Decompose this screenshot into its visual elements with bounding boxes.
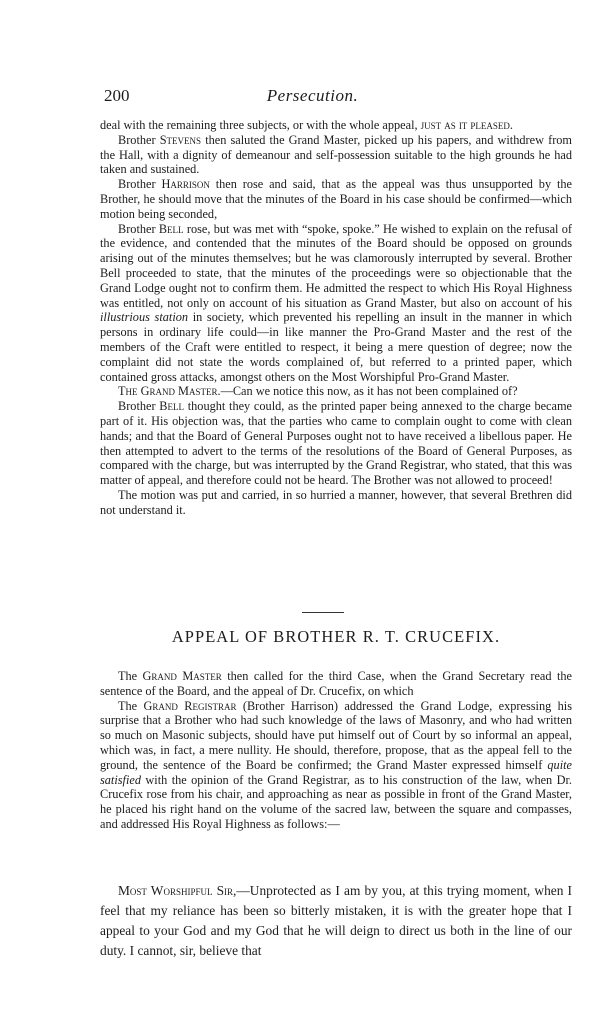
- text-run: Brother: [118, 221, 159, 236]
- text-run: then called for the third Case, when the Grand Secretary read the sentence of the Board, and the appeal of Dr. Crucefix, on which: [100, 669, 572, 698]
- section-title: APPEAL OF BROTHER R. T. CRUCEFIX.: [171, 627, 501, 646]
- body-text-speech: [100, 881, 572, 961]
- text-run: (Brother Harrison) addressed the Grand Lodge, expressing his surprise that a Brother who had such knowledge of the laws of Masonry, and who had written so much on Masonic subjects, should have put himself out of Court by so informal an appeal, which was, in fact, a mere nullity. He should, therefore, propose, that as the appeal fell to the ground, the sentence of the Board be confirmed; the Grand Master expressed himself: [100, 698, 572, 772]
- paragraph: [100, 118, 572, 133]
- paragraph: [100, 699, 572, 832]
- text-run: rose, but was met with “spoke, spoke.” He wished to explain on the refusal of the evidence, and contended that the minutes of the Board should be opposed on grounds arising out of the minutes themselves; but he was clamorously interrupted by several. Brother Bell proceeded to state, that the minutes of the proceedings were so objectionable that the Grand Lodge ought not to confirm them. He admitted the respect to which His Royal Highness was entitled, not only on account of his situation as Grand Master, but also on account of his: [100, 221, 572, 310]
- text-run: Brother: [118, 399, 160, 414]
- paragraph: [100, 133, 572, 177]
- paragraph: [100, 669, 572, 699]
- paragraph: [100, 488, 572, 518]
- small-caps-run: Grand Registrar: [143, 698, 237, 713]
- text-run: thought they could, as the printed paper being annexed to the charge became part of it. His objection was, that the parties who came to complain ought to come with clean hands; and that the Board of General Purposes ought not to have received a libellous paper. He then attempted to advert to the terms of the resolutions of the Board of General Purposes, as compared with the charge, but was interrupted by the Grand Registrar, who stated, that this was matter of appeal, and therefore could not be heard. The Brother was not allowed to proceed!: [100, 399, 572, 488]
- body-text-top: [100, 118, 572, 518]
- text-run: Brother: [118, 177, 162, 192]
- section-divider: [302, 612, 344, 613]
- italic-run: quite satisfied: [100, 757, 572, 787]
- text-run: The: [118, 698, 144, 713]
- text-run: Brother: [118, 132, 160, 147]
- text-run: then saluted the Grand Master, picked up his papers, and withdrew from the Hall, with a dignity of demeanour and self-possession suitable to the high grounds he had taken and sustained.: [100, 132, 572, 177]
- paragraph: [100, 399, 572, 488]
- page-number: 200: [104, 86, 130, 105]
- small-caps-run: Grand Master: [142, 669, 222, 683]
- text-run: The motion was put and carried, in so hurried a manner, however, that several Brethren did not understand it.: [100, 487, 572, 517]
- text-run: with the opinion of the Grand Registrar, as to his construction of the law, when Dr. Crucefix rose from his chair, and approaching as near as possible in front of the Grand Master, he placed his right hand on the volume of the sacred law, between the square and compasses, and addressed His Royal Highness as follows:—: [100, 772, 572, 831]
- small-caps-run: just as it pleased.: [420, 118, 513, 132]
- paragraph: [100, 222, 572, 385]
- italic-run: illustrious station: [100, 310, 189, 325]
- text-run: —Unprotected as I am by you, at this trying moment, when I feel that my reliance has been so bitterly mistaken, it is with the greater hope that I appeal to your God and my God that he will deign to direct us both in the line of our duty. I cannot, sir, believe that: [100, 883, 573, 958]
- small-caps-run: Bell: [159, 399, 184, 414]
- running-title: Persecution.: [266, 86, 359, 105]
- text-run: then rose and said, that as the appeal was thus unsupported by the Brother, he should move that the minutes of the Board in his case should be confirmed—which motion being seconded,: [100, 177, 572, 221]
- page-header: [100, 86, 525, 106]
- small-caps-run: Most Worshipful Sir,: [118, 883, 237, 898]
- small-caps-run: The Grand Master.: [118, 384, 221, 399]
- text-run: in society, which prevented his repelling an insult in the manner in which persons in ordinary life could—in like manner the Pro-Grand Master and the rest of the members of the Craft were entitled to respect, it being a mere question of degree; now the complaint did not state the words complained of, but referred to a printed paper, which contained gross attacks, amongst others on the Most Worshipful Pro-Grand Master.: [100, 310, 572, 384]
- paragraph: [100, 384, 572, 399]
- paragraph: [100, 177, 572, 221]
- text-run: —Can we notice this now, as it has not been complained of?: [220, 384, 518, 399]
- small-caps-run: Stevens: [159, 132, 202, 147]
- text-run: The: [118, 669, 143, 683]
- small-caps-run: Harrison: [161, 177, 210, 192]
- text-run: deal with the remaining three subjects, or with the whole appeal,: [100, 118, 421, 132]
- paragraph: [100, 881, 572, 961]
- small-caps-run: Bell: [158, 221, 184, 236]
- body-text-appeal: [100, 669, 572, 832]
